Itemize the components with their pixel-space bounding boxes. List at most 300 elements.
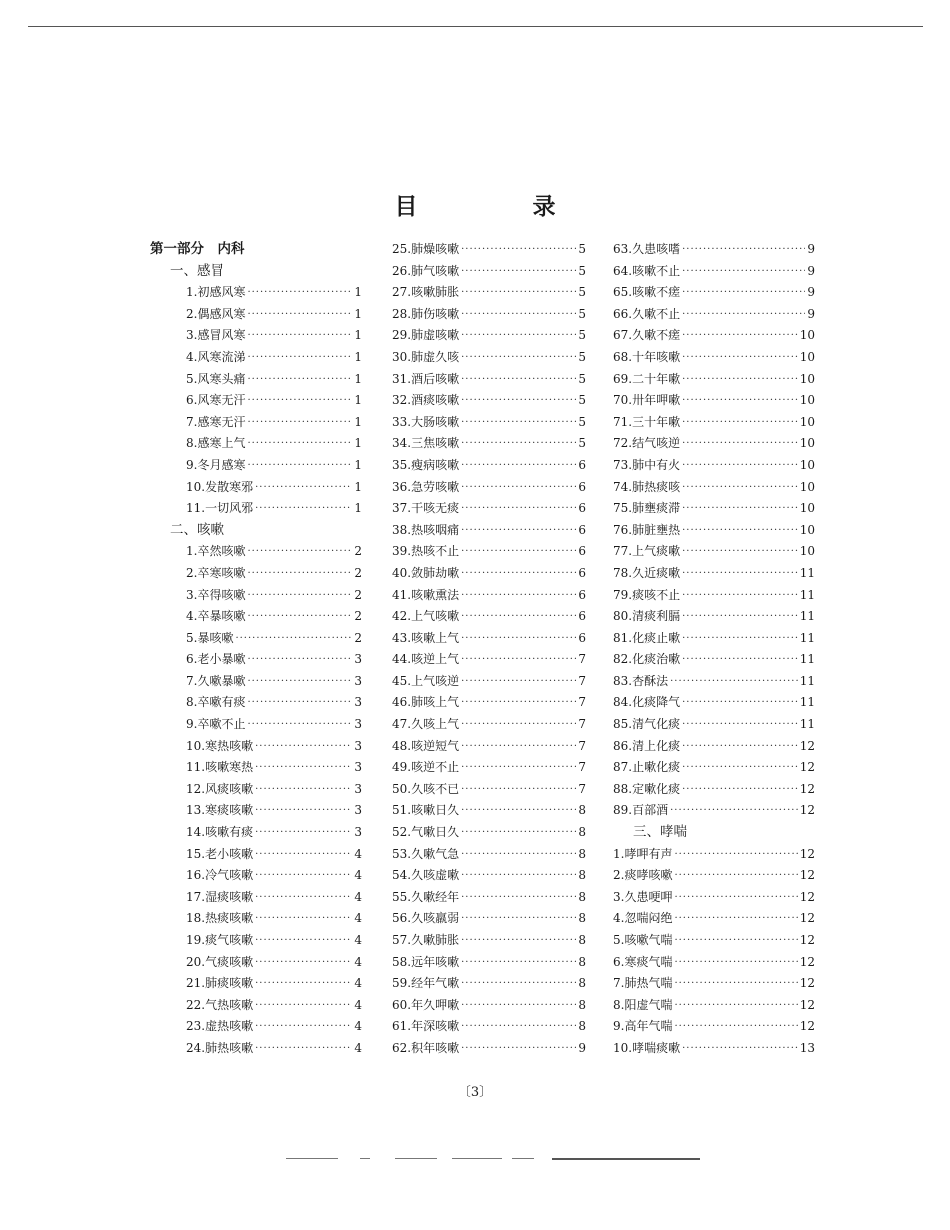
entry-title: 58.远年咳嗽 [392,954,460,969]
entry-page-number: 1 [354,349,362,364]
entry-page-number: 8 [578,954,586,969]
entry-page-number: 3 [354,760,362,775]
dot-leader [459,800,576,822]
entry-title: 6.风寒无汗 [186,393,246,408]
toc-entry [392,390,586,412]
entry-title: 38.热咳咽痛 [392,522,460,537]
scan-artifact-line [395,1158,437,1159]
entry-title: 5.风寒头痛 [186,371,246,386]
entry-title: 61.年深咳嗽 [392,1019,460,1034]
entry-title: 7.肺热气喘 [613,976,673,991]
toc-entry [613,433,815,455]
toc-section-heading [150,261,362,283]
toc-entry [392,325,586,347]
entry-title: 72.结气咳逆 [613,436,681,451]
dot-leader [459,671,576,693]
dot-leader [459,973,576,995]
dot-leader [253,908,352,930]
entry-page-number: 11 [799,652,815,667]
entry-title: 22.气热咳嗽 [186,997,254,1012]
toc-entry [150,455,362,477]
toc-entry [392,757,586,779]
toc-entry [392,930,586,952]
entry-title: 44.咳逆上气 [392,652,460,667]
dot-leader [459,844,576,866]
entry-title: 23.虚热咳嗽 [186,1019,254,1034]
toc-entry [392,455,586,477]
entry-page-number: 8 [578,803,586,818]
entry-page-number: 2 [354,544,362,559]
dot-leader [245,541,352,563]
toc-entry [150,369,362,391]
entry-page-number: 11 [799,630,815,645]
toc-entry [613,325,815,347]
toc-entry [392,887,586,909]
entry-title: 18.热痰咳嗽 [186,911,254,926]
scan-artifact-line [452,1158,502,1159]
toc-entry [392,433,586,455]
toc-entry [392,779,586,801]
toc-entry [613,952,815,974]
dot-leader [680,541,800,563]
dot-leader [680,779,800,801]
toc-entry [613,628,815,650]
entry-title: 29.肺虚咳嗽 [392,328,460,343]
toc-entry [392,865,586,887]
dot-leader [253,995,352,1017]
toc-entry [150,628,362,650]
dot-leader [680,736,800,758]
entry-title: 36.急劳咳嗽 [392,479,460,494]
entry-title: 3.卒得咳嗽 [186,587,246,602]
section-title: 二、咳嗽 [170,521,224,538]
dot-leader [459,628,576,650]
entry-page-number: 7 [578,760,586,775]
entry-page-number: 10 [799,457,815,472]
entry-title: 88.定嗽化痰 [613,781,681,796]
dot-leader [680,304,805,326]
toc-entry [150,930,362,952]
entry-page-number: 5 [578,328,586,343]
toc-entry [392,822,586,844]
toc-entry [613,865,815,887]
toc-entry [613,347,815,369]
entry-title: 79.痰咳不止 [613,587,681,602]
toc-column-2 [392,239,586,1060]
toc-entry [613,563,815,585]
dot-leader [459,563,576,585]
toc-entry [613,369,815,391]
entry-page-number: 12 [799,933,815,947]
toc-entry [392,628,586,650]
entry-page-number: 1 [354,306,362,321]
toc-entry [150,585,362,607]
entry-page-number: 3 [354,738,362,753]
dot-leader [680,282,805,304]
entry-page-number: 4 [354,889,362,904]
dot-leader [245,325,352,347]
toc-entry [150,800,362,822]
dot-leader [459,239,576,261]
entry-page-number: 6 [578,544,586,559]
entry-page-number: 1 [354,414,362,429]
toc-entry [150,347,362,369]
entry-page-number: 6 [578,457,586,472]
entry-title: 8.阳虚气喘 [613,997,673,1012]
toc-entry [392,952,586,974]
entry-page-number: 5 [578,414,586,429]
entry-title: 39.热咳不止 [392,544,460,559]
dot-leader [245,585,352,607]
dot-leader [253,973,352,995]
toc-entry [150,606,362,628]
toc-entry [613,606,815,628]
dot-leader [245,455,352,477]
entry-title: 84.化痰降气 [613,695,681,710]
entry-title: 45.上气咳逆 [392,673,460,688]
entry-page-number: 12 [799,954,815,969]
toc-entry [392,347,586,369]
dot-leader [253,952,352,974]
dot-leader [459,736,576,758]
entry-page-number: 8 [578,825,586,840]
entry-title: 7.感寒无汗 [186,414,246,429]
dot-leader [672,1016,799,1038]
entry-page-number: 4 [354,1019,362,1034]
entry-page-number: 11 [799,565,815,580]
toc-entry [613,520,815,542]
toc-entry [150,304,362,326]
entry-title: 12.风痰咳嗽 [186,781,254,796]
dot-leader [459,930,576,952]
entry-title: 70.卅年呷嗽 [613,393,681,408]
toc-entry [613,930,815,952]
dot-leader [680,239,805,261]
toc-entry [392,498,586,520]
toc-entry [392,606,586,628]
toc-entry [613,714,815,736]
toc-section-heading [613,822,815,844]
toc-entry [392,369,586,391]
entry-title: 82.化痰治嗽 [613,652,681,667]
entry-page-number: 11 [799,673,815,688]
dot-leader [672,887,799,909]
entry-title: 34.三焦咳嗽 [392,436,460,451]
dot-leader [459,304,576,326]
dot-leader [233,628,352,650]
entry-title: 89.百部酒 [613,803,669,818]
entry-page-number: 10 [799,393,815,408]
toc-entry [392,541,586,563]
entry-title: 6.寒痰气喘 [613,954,673,969]
dot-leader [680,498,800,520]
toc-entry [613,455,815,477]
toc-entry [150,844,362,866]
dot-leader [245,692,352,714]
dot-leader [245,671,352,693]
entry-title: 87.止嗽化痰 [613,760,681,775]
entry-title: 1.哮呷有声 [613,846,673,861]
entry-page-number: 4 [354,846,362,861]
toc-entry [613,736,815,758]
scan-artifact-line [360,1158,370,1159]
entry-page-number: 6 [578,501,586,516]
dot-leader [668,800,800,822]
entry-title: 54.久咳虚嗽 [392,868,460,883]
entry-title: 15.老小咳嗽 [186,846,254,861]
dot-leader [459,498,576,520]
entry-page-number: 8 [578,911,586,926]
dot-leader [253,1016,352,1038]
toc-entry [613,261,815,283]
toc-entry [613,973,815,995]
entry-page-number: 8 [578,976,586,991]
entry-page-number: 10 [799,522,815,537]
entry-title: 74.肺热痰咳 [613,479,681,494]
toc-entry [613,541,815,563]
dot-leader [245,412,352,434]
dot-leader [459,369,576,391]
dot-leader [680,390,800,412]
dot-leader [459,714,576,736]
entry-title: 9.高年气喘 [613,1019,673,1034]
entry-page-number: 7 [578,652,586,667]
toc-entry [392,692,586,714]
entry-page-number: 10 [799,544,815,559]
dot-leader [672,908,799,930]
entry-title: 31.酒后咳嗽 [392,371,460,386]
entry-page-number: 4 [354,976,362,991]
entry-page-number: 12 [799,868,815,883]
dot-leader [680,606,800,628]
entry-title: 11.咳嗽寒热 [186,760,254,775]
entry-title: 42.上气咳嗽 [392,609,460,624]
dot-leader [459,822,576,844]
toc-entry [150,477,362,499]
dot-leader [680,520,800,542]
dot-leader [245,304,352,326]
entry-title: 85.清气化痰 [613,717,681,732]
toc-entry [392,908,586,930]
toc-entry [392,563,586,585]
dot-leader [680,455,800,477]
dot-leader [253,779,352,801]
dot-leader [245,369,352,391]
entry-title: 73.肺中有火 [613,457,681,472]
entry-title: 10.哮喘痰嗽 [613,1040,681,1055]
entry-page-number: 8 [578,868,586,883]
entry-title: 10.发散寒邪 [186,479,254,494]
entry-page-number: 3 [354,673,362,688]
toc-column-3 [613,239,815,1060]
entry-title: 16.冷气咳嗽 [186,868,254,883]
entry-title: 2.偶感风寒 [186,306,246,321]
dot-leader [253,800,352,822]
dot-leader [245,390,352,412]
entry-title: 75.肺壅痰滞 [613,501,681,516]
dot-leader [253,844,352,866]
entry-title: 83.杏酥法 [613,673,669,688]
entry-page-number: 12 [799,976,815,991]
dot-leader [680,757,800,779]
toc-entry [150,1038,362,1060]
entry-title: 9.卒嗽不止 [186,717,246,732]
entry-page-number: 4 [354,933,362,947]
dot-leader [459,757,576,779]
entry-title: 60.年久呷嗽 [392,997,460,1012]
entry-title: 52.气嗽日久 [392,825,460,840]
toc-entry [150,649,362,671]
toc-entry [392,585,586,607]
dot-leader [253,930,352,952]
toc-entry [613,412,815,434]
entry-page-number: 5 [578,371,586,386]
entry-title: 4.卒暴咳嗽 [186,609,246,624]
page-title: 目 录 [394,193,602,220]
toc-entry [613,757,815,779]
toc-entry [613,282,815,304]
entry-page-number: 9 [807,285,815,300]
dot-leader [680,563,800,585]
dot-leader [680,628,800,650]
entry-title: 55.久嗽经年 [392,889,460,904]
toc-entry [613,649,815,671]
toc-entry [392,520,586,542]
entry-page-number: 11 [799,695,815,710]
entry-page-number: 2 [354,565,362,580]
dot-leader [680,325,800,347]
toc-entry [613,1016,815,1038]
entry-title: 24.肺热咳嗽 [186,1040,254,1055]
toc-entry [392,477,586,499]
entry-page-number: 8 [578,846,586,861]
entry-title: 65.咳嗽不瘥 [613,285,681,300]
dot-leader [672,952,799,974]
dot-leader [672,930,799,952]
dot-leader [253,736,352,758]
toc-entry [392,282,586,304]
toc-entry [150,887,362,909]
entry-page-number: 7 [578,695,586,710]
toc-column-1 [150,239,362,1060]
toc-entry [150,757,362,779]
entry-page-number: 10 [799,349,815,364]
dot-leader [253,1038,352,1060]
entry-page-number: 12 [799,1019,815,1034]
toc-entry [392,239,586,261]
entry-title: 8.感寒上气 [186,436,246,451]
dot-leader [253,822,352,844]
entry-page-number: 3 [354,825,362,840]
entry-page-number: 12 [799,760,815,775]
entry-page-number: 9 [807,263,815,278]
entry-title: 81.化痰止嗽 [613,630,681,645]
dot-leader [253,865,352,887]
entry-page-number: 12 [799,889,815,904]
entry-title: 13.寒痰咳嗽 [186,803,254,818]
entry-title: 1.卒然咳嗽 [186,544,246,559]
dot-leader [459,1016,576,1038]
toc-part-heading [150,239,362,261]
toc-entry [392,973,586,995]
toc-entry [150,390,362,412]
toc-entry [613,477,815,499]
dot-leader [680,649,800,671]
dot-leader [672,865,799,887]
toc-entry [613,995,815,1017]
entry-page-number: 6 [578,522,586,537]
toc-entry [613,1038,815,1060]
entry-page-number: 1 [354,285,362,300]
entry-title: 66.久嗽不止 [613,306,681,321]
toc-entry [150,671,362,693]
entry-page-number: 3 [354,803,362,818]
toc-entry [150,865,362,887]
entry-title: 77.上气痰嗽 [613,544,681,559]
entry-title: 11.一切风邪 [186,501,254,516]
entry-page-number: 4 [354,868,362,883]
entry-title: 30.肺虚久咳 [392,349,460,364]
toc-entry [150,908,362,930]
entry-title: 37.干咳无痰 [392,501,460,516]
entry-title: 53.久嗽气急 [392,846,460,861]
toc-entry [392,844,586,866]
toc-entry [613,844,815,866]
entry-title: 48.咳逆短气 [392,738,460,753]
entry-page-number: 3 [354,695,362,710]
dot-leader [459,779,576,801]
entry-page-number: 11 [799,717,815,732]
entry-title: 86.清上化痰 [613,738,681,753]
toc-entry [150,779,362,801]
entry-title: 4.风寒流涕 [186,349,246,364]
entry-title: 28.肺伤咳嗽 [392,306,460,321]
toc-entry [392,304,586,326]
entry-page-number: 7 [578,738,586,753]
entry-title: 26.肺气咳嗽 [392,263,460,278]
toc-entry [392,649,586,671]
entry-page-number: 1 [354,371,362,386]
entry-page-number: 11 [799,587,815,602]
toc-entry [392,714,586,736]
entry-page-number: 12 [799,803,815,818]
dot-leader [459,692,576,714]
entry-page-number: 5 [578,306,586,321]
entry-title: 2.卒寒咳嗽 [186,565,246,580]
dot-leader [459,585,576,607]
entry-title: 80.清痰利膈 [613,609,681,624]
dot-leader [680,1038,800,1060]
entry-title: 33.大肠咳嗽 [392,414,460,429]
dot-leader [459,325,576,347]
entry-title: 25.肺燥咳嗽 [392,242,460,256]
entry-page-number: 10 [799,328,815,343]
toc-entry [150,973,362,995]
entry-title: 3.久患哽呷 [613,889,673,904]
toc-entry [613,239,815,261]
entry-title: 40.敛肺劫嗽 [392,565,460,580]
entry-title: 46.肺咳上气 [392,695,460,710]
toc-entry [613,585,815,607]
toc-entry [150,498,362,520]
dot-leader [459,908,576,930]
dot-leader [245,282,352,304]
dot-leader [680,347,800,369]
toc-entry [150,563,362,585]
entry-page-number: 2 [354,630,362,645]
dot-leader [459,282,576,304]
entry-page-number: 4 [354,1040,362,1055]
